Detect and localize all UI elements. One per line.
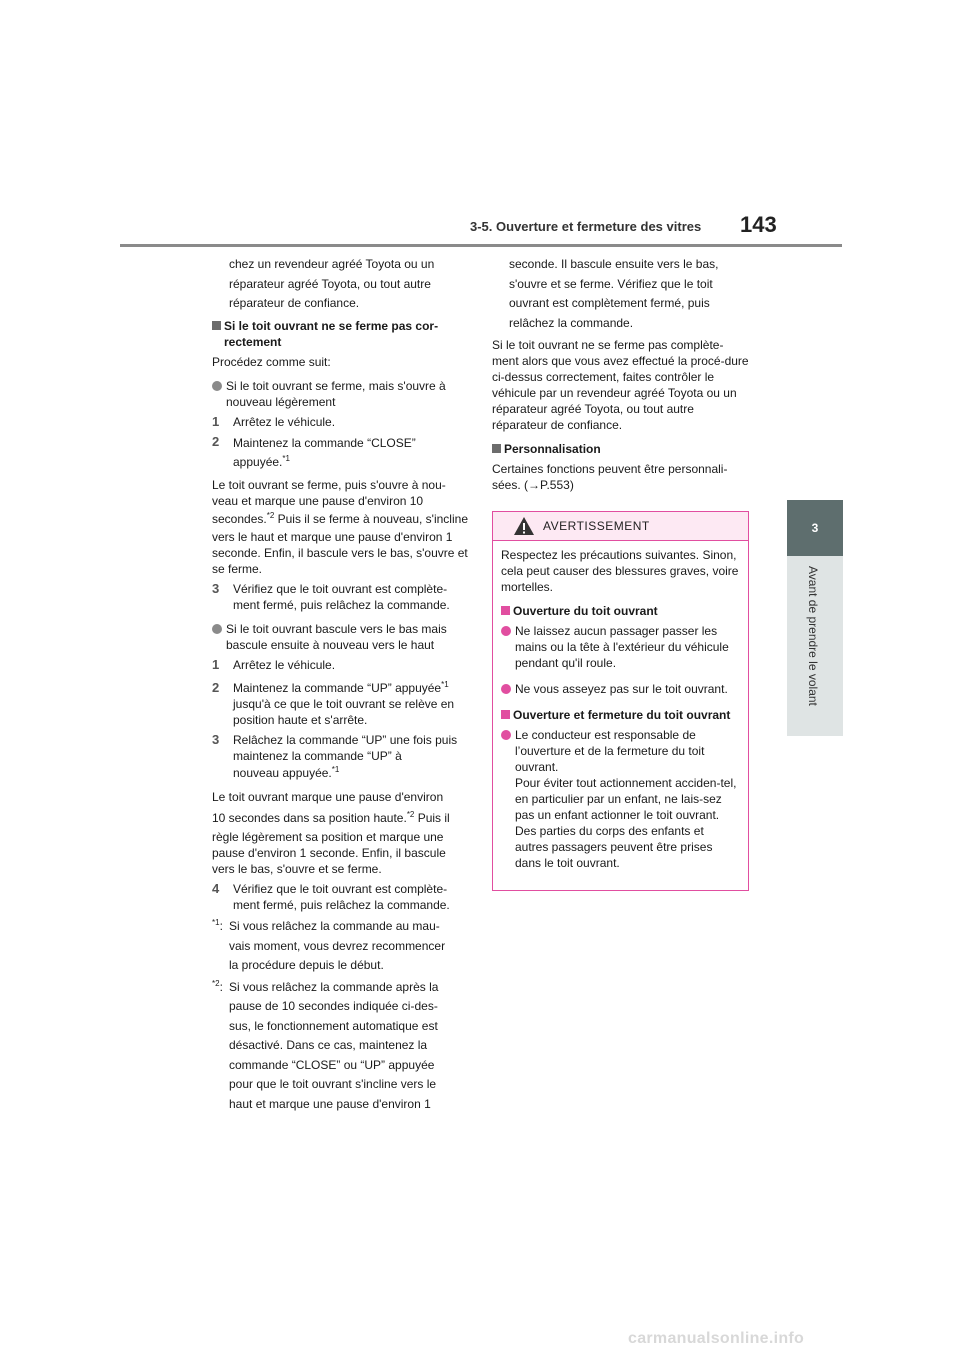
text-line: sus, le fonctionnement automatique est — [229, 1018, 438, 1033]
text-line: pause de 10 secondes indiquée ci-des- — [229, 999, 438, 1013]
step-text-cont — [233, 764, 470, 784]
footnote-marker — [212, 978, 223, 998]
page-number: 143 — [740, 212, 777, 237]
heading-text: Personnalisation — [504, 442, 601, 456]
text-line: Si vous relâchez la commande au mau- — [229, 919, 440, 933]
text-line: réparateur agréé Toyota, ou tout autre — [229, 276, 431, 291]
footnote-colon: : — [219, 919, 223, 933]
circle-bullet-icon — [501, 626, 511, 636]
section-title: 3-5. Ouverture et fermeture des vitres — [470, 219, 702, 234]
warning-heading — [501, 603, 740, 619]
arrow-icon: → — [528, 478, 541, 492]
text-line: désactivé. Dans ce cas, maintenez la — [229, 1038, 428, 1052]
square-bullet-icon — [492, 444, 501, 453]
para-part: 10 secondes dans sa position haute. — [212, 811, 407, 825]
paragraph: Si le toit ouvrant ne se ferme pas complète-ment alors que vous avez effectué la procé-dure ci-dessus correctement, faites contrôler le véhicule par un revendeur agréé Toyota ou un réparateur agréé Toyota, ou tout autre réparateur de confiance. — [492, 338, 749, 432]
step-number: 3 — [212, 580, 220, 596]
bullet-text: Si le toit ouvrant bascule vers le bas mais bascule ensuite à nouveau vers le haut — [226, 621, 447, 652]
text-line: la procédure depuis le début. — [229, 958, 384, 972]
text-line: Si vous relâchez la commande après la — [229, 979, 439, 994]
chapter-number: 3 — [811, 521, 819, 535]
step-number: 2 — [212, 433, 220, 449]
right-column — [492, 255, 750, 493]
customization-text — [492, 461, 750, 493]
warning-box — [492, 511, 749, 891]
text-line: ouvrant est complètement fermé, puis — [509, 296, 710, 310]
case-bullet — [212, 378, 470, 410]
chapter-label: Avant de prendre le volant — [806, 566, 820, 706]
warning-heading — [501, 707, 740, 723]
step — [212, 414, 470, 430]
step-number: 2 — [212, 679, 220, 695]
page-reference-link[interactable]: P.553) — [540, 478, 574, 492]
chapter-tab — [787, 500, 843, 556]
para-part: Puis il règle légèrement sa position et marque une pause d'environ 1 seconde. Enfin, il bascule vers le bas, s'ouvre et se ferme. — [212, 811, 450, 876]
paragraph — [212, 787, 470, 877]
text-line: pour que le toit ouvrant s'incline vers le — [229, 1077, 437, 1091]
footnote-ref: *1 — [282, 454, 290, 463]
circle-bullet-icon — [212, 381, 222, 391]
text-line: relâchez la commande. — [509, 315, 634, 330]
footnote-mark: *2 — [212, 978, 220, 988]
para-part: Puis il se ferme à nouveau, s'incline vers le haut et marque une pause d'environ 1 seconde. Enfin, il bascule vers le bas, s'ouvre et se ferme. — [212, 511, 468, 576]
footnote-ref: *2 — [406, 810, 415, 819]
warning-bullet — [501, 623, 740, 671]
footnote-ref: *1 — [331, 764, 340, 774]
warning-triangle-icon — [513, 516, 535, 536]
step-text: Arrêtez le véhicule. — [233, 414, 336, 429]
warning-title: AVERTISSEMENT — [543, 519, 650, 533]
circle-bullet-icon — [501, 730, 511, 740]
text-line: s'ouvre et se ferme. Vérifiez que le toit — [509, 276, 713, 291]
text-part: Certaines fonctions peuvent être personnali-sées. ( — [492, 462, 728, 492]
step-number: 3 — [212, 731, 220, 747]
step-text: Arrêtez le véhicule. — [233, 657, 336, 672]
left-column — [212, 255, 470, 1114]
paragraph — [212, 477, 470, 577]
heading-text: Si le toit ouvrant ne se ferme pas cor-rectement — [224, 318, 439, 349]
footnote-continued — [492, 255, 750, 333]
step-text-cont — [233, 453, 470, 473]
text-line: haut et marque une pause d'environ 1 — [229, 1096, 431, 1111]
heading-text: Ouverture et fermeture du toit ouvrant — [513, 708, 731, 722]
step-text-part: appuyée. — [233, 455, 283, 469]
footnote-marker — [212, 917, 223, 937]
circle-bullet-icon — [501, 684, 511, 694]
square-bullet-icon — [501, 710, 510, 719]
heading-text: Ouverture du toit ouvrant — [513, 604, 658, 618]
para-part: Le toit ouvrant se ferme, puis s'ouvre à nou-veau et marque une pause d'environ 10 — [212, 477, 446, 508]
step-number: 1 — [212, 413, 220, 429]
step-text: Maintenez la commande “CLOSE” — [233, 435, 416, 450]
para-part: secondes. — [212, 511, 267, 526]
section-heading — [492, 441, 750, 457]
watermark: carmanualsonline.info — [628, 1330, 805, 1347]
para-part: Le toit ouvrant marque une pause d'environ — [212, 790, 444, 804]
warning-intro: Respectez les précautions suivantes. Sinon, cela peut causer des blessures graves, voire mortelles. — [501, 548, 739, 594]
bullet-text: Ne laissez aucun passager passer les mains ou la tête à l'extérieur du véhicule pendant qu'il roule. — [515, 624, 729, 670]
step-number: 4 — [212, 881, 220, 896]
text-line: commande “CLOSE” ou “UP” appuyée — [229, 1057, 435, 1072]
step-text: Vérifiez que le toit ouvrant est complète-ment fermé, puis relâchez la commande. — [233, 882, 450, 912]
step-text: Maintenez la commande “UP” appuyée — [233, 680, 442, 695]
step-number: 1 — [212, 656, 220, 672]
step-text: Relâchez la commande “UP” une fois puis maintenez la commande “UP” à — [233, 732, 458, 763]
text-line: réparateur de confiance. — [229, 296, 360, 310]
bullet-text: Le conducteur est responsable de l’ouverture et de la fermeture du toit ouvrant. — [515, 728, 705, 774]
circle-bullet-icon — [212, 624, 222, 634]
case-bullet — [212, 621, 470, 653]
header-divider — [120, 244, 842, 247]
warning-header — [493, 512, 748, 541]
warning-bullet — [501, 681, 740, 697]
step — [212, 677, 470, 728]
intro-continued — [212, 255, 470, 314]
warning-body — [493, 541, 748, 871]
step — [212, 657, 470, 673]
step — [212, 881, 470, 913]
square-bullet-icon — [501, 606, 510, 615]
step-text: jusqu'à ce que le toit ouvrant se relève en position haute et s'arrête. — [233, 696, 455, 727]
warning-bullet — [501, 727, 740, 871]
footnote-ref: *2 — [266, 510, 275, 520]
procedure-text: Procédez comme suit: — [212, 354, 331, 369]
footnote — [212, 917, 470, 976]
side-tab-label — [800, 566, 820, 736]
section-heading — [212, 318, 470, 350]
bullet-text: Ne vous asseyez pas sur le toit ouvrant. — [515, 682, 728, 696]
bullet-text: Si le toit ouvrant se ferme, mais s'ouvre à nouveau légèrement — [226, 378, 446, 409]
step-text: Vérifiez que le toit ouvrant est complète-ment fermé, puis relâchez la commande. — [233, 581, 450, 612]
step-text-part: nouveau appuyée. — [233, 765, 332, 780]
footnote-mark: *1 — [212, 918, 220, 927]
step — [212, 732, 470, 784]
text-line: vais moment, vous devrez recommencer — [229, 938, 446, 953]
square-bullet-icon — [212, 321, 221, 330]
text-line: chez un revendeur agréé Toyota ou un — [229, 257, 435, 271]
footnote — [212, 978, 470, 1115]
bullet-text: Pour éviter tout actionnement acciden-tel, en particulier par un enfant, ne lais-sez pas un enfant actionner le toit ouvrant. Des parties du corps des enfants et autres passagers peuvent être prises dans le toit ouvrant. — [515, 776, 737, 870]
step — [212, 434, 470, 473]
text-line: seconde. Il bascule ensuite vers le bas, — [509, 257, 719, 271]
footnote-ref: *1 — [441, 679, 449, 689]
footnote-colon: : — [219, 979, 223, 994]
step — [212, 581, 470, 613]
